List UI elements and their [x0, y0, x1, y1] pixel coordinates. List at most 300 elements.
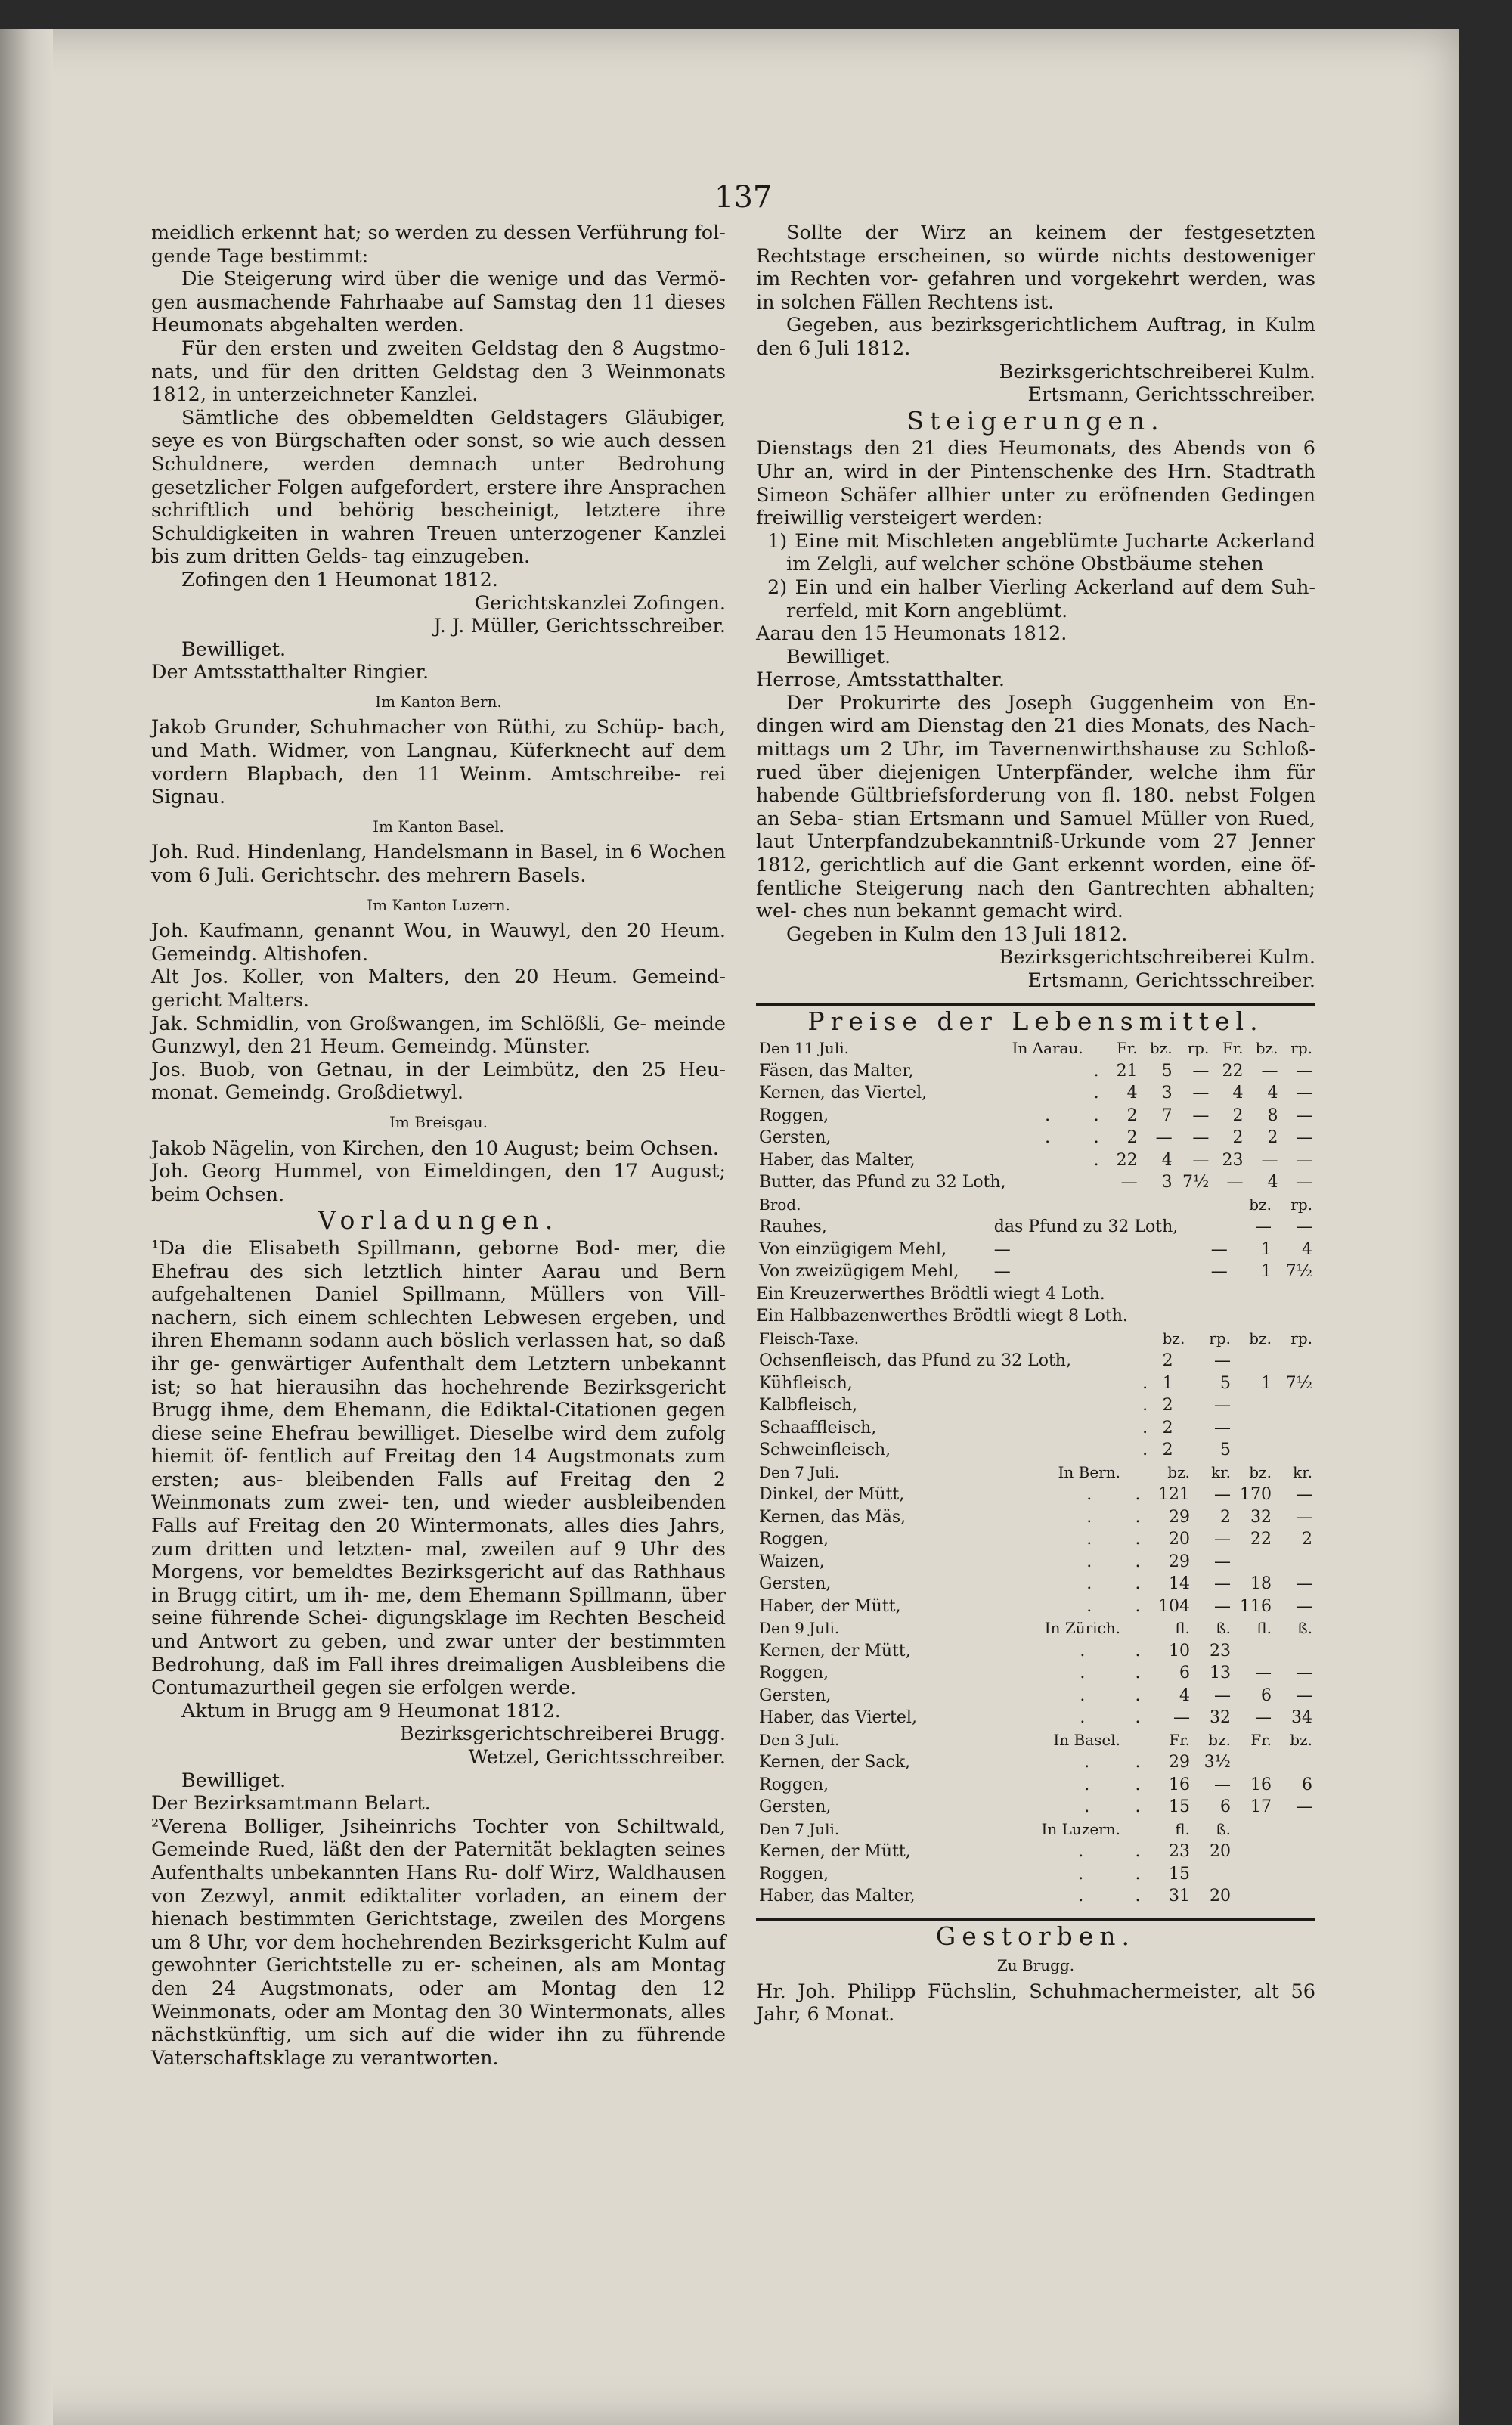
price-cell	[1275, 1819, 1315, 1841]
price-cell: Fr.	[1169, 1730, 1190, 1749]
price-cell	[1234, 1885, 1275, 1908]
price-cell: .	[1135, 1574, 1141, 1594]
price-cell: 7½	[1285, 1262, 1312, 1282]
price-cell: 10	[1169, 1641, 1190, 1661]
price-cell	[1234, 1640, 1275, 1663]
price-item: Kernen, der Mütt,	[759, 1641, 911, 1661]
price-row	[756, 1662, 1315, 1685]
heading-kanton-basel: Im Kanton Basel.	[373, 817, 504, 836]
price-cell: .	[1080, 1708, 1086, 1728]
price-cell: 2	[1162, 1440, 1173, 1460]
price-cell	[1123, 1462, 1152, 1484]
price-cell: —	[1214, 1530, 1231, 1549]
paragraph-geldstag: Für den ersten und zweiten Geldstag den 8 Augstmo- nats, und für den dritten Geldstag den 3 Weinmonats 1812, in unterzeichneter Kanzlei.	[151, 336, 726, 407]
kulm-office: Bezirksgerichtschreiberei Kulm.	[999, 360, 1315, 383]
price-row	[756, 1707, 1315, 1729]
price-cell: 3½	[1204, 1753, 1231, 1772]
price-cell: .	[1045, 1106, 1051, 1125]
price-cell	[1275, 1885, 1315, 1908]
price-item: Roggen,	[759, 1530, 829, 1549]
price-cell: —	[1255, 1217, 1272, 1237]
price-cell: —	[1296, 1664, 1312, 1683]
price-cell: .	[1135, 1797, 1141, 1817]
price-cell: —	[1296, 1128, 1312, 1148]
heading-steigerungen: Steigerungen.	[906, 405, 1165, 436]
price-cell: .	[1084, 1753, 1090, 1772]
price-cell: 121	[1158, 1485, 1190, 1505]
price-cell	[1123, 1617, 1152, 1640]
price-cell: .	[1135, 1552, 1141, 1571]
price-cell: 23	[1210, 1641, 1231, 1661]
price-cell: .	[1093, 1084, 1099, 1103]
intro-line-2: gende Tage bestimmt:	[151, 244, 369, 268]
price-table-basel	[756, 1729, 1315, 1819]
price-cell: —	[1296, 1797, 1312, 1817]
price-cell	[1234, 1551, 1275, 1574]
prokurist-signer: Ertsmann, Gerichtsschreiber.	[1027, 969, 1315, 992]
price-cell: 32	[1250, 1507, 1272, 1527]
price-cell: In Luzern.	[1041, 1819, 1120, 1838]
price-cell: .	[1078, 1864, 1084, 1884]
price-cell: —	[1214, 1685, 1231, 1705]
price-cell: —	[1192, 1061, 1210, 1081]
price-cell: —	[1261, 1061, 1278, 1081]
price-cell: 104	[1158, 1596, 1190, 1616]
date-line: Zofingen den 1 Heumonat 1812.	[181, 568, 498, 591]
price-cell: ß.	[1297, 1619, 1312, 1638]
price-cell: .	[1086, 1507, 1092, 1527]
price-cell	[1208, 1216, 1234, 1239]
price-cell: bz.	[1149, 1039, 1173, 1058]
price-cell: 34	[1291, 1708, 1312, 1728]
price-table-brod	[756, 1194, 1315, 1283]
price-cell: 2	[1220, 1507, 1231, 1527]
price-cell: —	[1255, 1664, 1272, 1683]
price-row	[756, 1394, 1315, 1417]
price-cell: 5	[1220, 1440, 1231, 1460]
price-row	[756, 1573, 1315, 1595]
price-cell: 1	[1162, 1373, 1173, 1393]
price-cell	[1208, 1194, 1234, 1217]
price-row	[756, 1595, 1315, 1618]
kulm-signer: Ertsmann, Gerichtsschreiber.	[1027, 383, 1315, 407]
price-item: Kernen, das Viertel,	[759, 1084, 928, 1103]
price-cell: 22	[1222, 1061, 1244, 1081]
newspaper-page	[0, 29, 1459, 2425]
heading-gestorben: Gestorben.	[935, 1921, 1136, 1951]
price-cell: 23	[1222, 1150, 1244, 1170]
price-cell: bz.	[1167, 1462, 1190, 1481]
vorladung-1: ¹Da die Elisabeth Spillmann, geborne Bod- mer, die Ehefrau des sich letztlich hinter Aarau und Bern aufgehaltenen Daniel Spillmann, Müllers von Vill- nachern, sich einem schlechten Lebwesen ergeben, und ihren Ehemann sodann auch böslich verlassen hat, so daß ihr ge- genwärtiger Aufenthalt dem Letztern unbekannt ist; so hat hierausihn das hochehrende Bezirksgericht Brugg ihme, dem Ehemann, die Ediktal-Citationen gegen diese seine Ehefrau bewilliget. Dieselbe wird dem zufolg hiemit öf- fentlich auf Freitag den 14 Augstmonats zum ersten; aus- bleibenden Falls auf Freitag den 2 Weinmonats zum zwei- ten, und wieder ausbleibenden Falls auf Freitag den 20 Wintermonats, alles dies Jahrs, zum dritten und letzten- mal, zweilen auf 9 Uhr des Morgens, vor bemeldtes Bezirksgericht auf das Rathhaus in Brugg citirt, um ih- me, dem Ehemann Spillmann, über seine führende Schei- digungsklage im Rechten Bescheid und Antwort zu geben, und zwar unter der bestimmten Bedrohung, daß im Fall ihres dreimaligen Ausbleibens die Contumazurtheil gegen sie erfolgen werde.	[151, 1236, 726, 1700]
price-cell: 22	[1250, 1530, 1272, 1549]
price-item: Den 9 Juli.	[759, 1619, 840, 1638]
price-cell	[1234, 1840, 1275, 1863]
price-table-header	[756, 1729, 1315, 1752]
price-cell: 2	[1232, 1128, 1244, 1148]
price-cell	[1234, 1439, 1275, 1462]
price-row	[756, 1551, 1315, 1574]
heading-preise: Preise der Lebensmittel.	[807, 1006, 1264, 1036]
approver: Der Amtsstatthalter Ringier.	[151, 661, 429, 684]
price-table-header	[756, 1819, 1315, 1841]
price-cell: 1	[1261, 1262, 1272, 1282]
price-cell: .	[1080, 1664, 1086, 1683]
price-cell: .	[1086, 1596, 1092, 1616]
price-cell: .	[1086, 1552, 1092, 1571]
divider	[756, 1918, 1315, 1921]
price-table-bern	[756, 1462, 1315, 1618]
luzern-entry: Joh. Kaufmann, genannt Wou, in Wauwyl, den 20 Heum. Gemeindg. Altishofen.	[151, 919, 726, 966]
price-item: Schaaffleisch,	[759, 1418, 877, 1437]
gestorben-entry: Hr. Joh. Philipp Füchslin, Schuhmachermeister, alt 56 Jahr, 6 Monat.	[756, 1980, 1315, 2027]
divider	[756, 1003, 1315, 1006]
price-cell: —	[1255, 1708, 1272, 1728]
price-cell: rp.	[1290, 1329, 1312, 1347]
price-cell: 6	[1179, 1664, 1190, 1683]
vorladung-1-approved: Bewilliget.	[181, 1769, 287, 1792]
price-row	[756, 1216, 1315, 1239]
price-cell: .	[1045, 1128, 1051, 1148]
breisgau-entry: Jakob Nägelin, von Kirchen, den 10 August; beim Ochsen.	[151, 1137, 719, 1160]
price-cell: bz.	[1290, 1730, 1312, 1749]
price-cell: In Aarau.	[1012, 1039, 1083, 1058]
price-row	[756, 1239, 1315, 1261]
price-cell: —	[1261, 1150, 1278, 1170]
vorladung-1-date: Aktum in Brugg am 9 Heumonat 1812.	[181, 1699, 561, 1723]
price-cell: —	[1173, 1708, 1190, 1728]
price-cell: —	[1296, 1507, 1312, 1527]
price-row	[756, 1082, 1315, 1105]
price-cell: .	[1078, 1887, 1084, 1906]
price-cell: 2	[1232, 1106, 1244, 1125]
price-cell: —	[1296, 1596, 1312, 1616]
price-cell: 2	[1267, 1128, 1278, 1148]
price-cell: .	[1135, 1641, 1141, 1661]
price-cell: —	[1296, 1574, 1312, 1594]
price-cell: Fr.	[1117, 1039, 1138, 1058]
price-cell: In Zürich.	[1044, 1619, 1120, 1638]
breisgau-entry: Joh. Georg Hummel, von Eimeldingen, den 17 August; beim Ochsen.	[151, 1160, 726, 1206]
price-item: Kalbfleisch,	[759, 1396, 858, 1416]
price-cell: 32	[1210, 1708, 1231, 1728]
price-cell: 2	[1162, 1351, 1173, 1371]
price-cell: 21	[1116, 1061, 1138, 1081]
price-cell: —	[1226, 1173, 1244, 1192]
prokurist-paragraph: Der Prokurirte des Joseph Guggenheim von En- dingen wird am Dienstag den 21 dies Monats, des Nach- mittags um 2 Uhr, im Tavernenwirthshause zu Schloß- rued über diejenigen Unterpfänder, welche ihm für habende Gültbriefsforderung von fl. 180. nebst Folgen an Seba- stian Ertsmann und Samuel Müller von Rued, laut Unterpfandzubekanntniß-Urkunde vom 27 Jenner 1812, gerichtlich auf die Gant erkennt worden, eine öf- fentliche Steigerung nach den Gantrechten abhalten; wel- ches nun bekannt gemacht wird.	[756, 691, 1315, 923]
price-cell: 4	[1302, 1239, 1312, 1259]
price-table-zurich	[756, 1617, 1315, 1729]
price-table-header	[756, 1194, 1315, 1217]
price-cell: rp.	[1187, 1039, 1210, 1058]
price-cell	[1131, 1328, 1160, 1350]
price-cell: —	[1296, 1173, 1312, 1192]
price-cell: —	[1192, 1084, 1210, 1103]
price-row	[756, 1105, 1315, 1127]
price-table-fleisch	[756, 1328, 1315, 1462]
price-item: Kühfleisch,	[759, 1373, 853, 1393]
price-item: Roggen,	[759, 1664, 829, 1683]
price-cell: Fr.	[1222, 1039, 1244, 1058]
price-item: Fleisch-Taxe.	[759, 1329, 860, 1347]
price-item: Fäsen, das Malter,	[759, 1061, 914, 1081]
price-item: Von zweizügigem Mehl,	[759, 1262, 959, 1282]
price-cell: —	[1120, 1173, 1138, 1192]
price-cell: —	[993, 1262, 1011, 1282]
price-cell: —	[1210, 1239, 1228, 1259]
price-row	[756, 1863, 1315, 1886]
price-cell	[1234, 1394, 1275, 1417]
price-cell: 4	[1267, 1084, 1278, 1103]
price-cell: 6	[1261, 1685, 1272, 1705]
luzern-entry: Jak. Schmidlin, von Großwangen, im Schlößli, Ge- meinde Gunzwyl, den 21 Heum. Gemeindg. Münster.	[151, 1012, 726, 1059]
luzern-entry: Alt Jos. Koller, von Malters, den 20 Heum. Gemeind- gericht Malters.	[151, 966, 726, 1012]
price-row	[756, 1171, 1315, 1194]
price-cell: .	[1142, 1440, 1148, 1460]
steigerung-item: 1) Eine mit Mischleten angeblümte Jucharte Ackerland im Zelgli, auf welcher schöne Obstbäume stehen	[767, 529, 1315, 576]
price-cell: —	[1155, 1128, 1173, 1148]
price-row	[756, 1372, 1315, 1395]
price-cell	[1275, 1417, 1315, 1440]
price-cell: 1	[1261, 1239, 1272, 1259]
price-item: Haber, das Malter,	[759, 1150, 916, 1170]
price-cell: —	[1296, 1106, 1312, 1125]
price-item: Ochsenfleisch, das Pfund zu 32 Loth,	[759, 1351, 1071, 1371]
vorladung-1-office: Bezirksgerichtschreiberei Brugg.	[399, 1723, 726, 1746]
price-item: Gersten,	[759, 1685, 832, 1705]
price-cell: 13	[1210, 1664, 1231, 1683]
price-cell: 29	[1169, 1507, 1190, 1527]
price-table-header	[756, 1617, 1315, 1640]
price-item: Roggen,	[759, 1864, 829, 1884]
price-cell: .	[1135, 1507, 1141, 1527]
price-cell: 20	[1210, 1887, 1231, 1906]
price-cell: fl.	[1256, 1619, 1272, 1638]
price-cell: 2	[1302, 1530, 1312, 1549]
price-cell: das Pfund zu 32 Loth,	[993, 1217, 1179, 1237]
price-cell: 7½	[1182, 1173, 1210, 1192]
price-item: Roggen,	[759, 1106, 829, 1125]
price-cell	[1234, 1751, 1275, 1774]
price-cell: 4	[1179, 1685, 1190, 1705]
price-cell: 14	[1169, 1574, 1190, 1594]
approved-label: Bewilliget.	[181, 637, 287, 661]
price-cell: bz.	[1249, 1329, 1272, 1347]
price-cell: —	[1296, 1485, 1312, 1505]
right-column	[756, 222, 1315, 2027]
price-item: Kernen, das Mäs,	[759, 1507, 906, 1527]
price-item: Gersten,	[759, 1574, 832, 1594]
price-cell: .	[1084, 1775, 1090, 1794]
price-cell: .	[1086, 1530, 1092, 1549]
signature-name: J. J. Müller, Gerichtsschreiber.	[433, 615, 726, 638]
price-cell	[1009, 1149, 1086, 1172]
price-cell: .	[1142, 1418, 1148, 1437]
price-item: Haber, das Malter,	[759, 1887, 916, 1906]
price-cell: kr.	[1293, 1462, 1312, 1481]
price-row	[756, 1484, 1315, 1506]
price-cell: fl.	[1175, 1619, 1190, 1638]
price-cell: 31	[1169, 1887, 1190, 1906]
price-row	[756, 1261, 1315, 1283]
price-cell: .	[1086, 1574, 1092, 1594]
price-cell	[1123, 1729, 1152, 1752]
price-row	[756, 1840, 1315, 1863]
price-cell	[1275, 1640, 1315, 1663]
price-cell	[1275, 1394, 1315, 1417]
gestorben-place: Zu Brugg.	[996, 1956, 1075, 1975]
price-cell	[1234, 1417, 1275, 1440]
price-cell: rp.	[1290, 1039, 1312, 1058]
left-column	[151, 222, 726, 2070]
steigerung-intro: Dienstags den 21 dies Heumonats, des Abends von 6 Uhr an, wird in der Pintenschenke des Hrn. Stadtrath Simeon Schäfer allhier unter zu eröfnenden Gedingen freiwillig versteigert werden:	[756, 437, 1315, 530]
price-cell: .	[1078, 1842, 1084, 1862]
price-cell: .	[1135, 1887, 1141, 1906]
price-item: Von einzügigem Mehl,	[759, 1239, 947, 1259]
price-cell: —	[1214, 1396, 1231, 1416]
price-cell	[1275, 1751, 1315, 1774]
price-cell: 8	[1267, 1106, 1278, 1125]
price-cell: 7	[1161, 1106, 1173, 1125]
price-cell: 5	[1161, 1061, 1173, 1081]
price-cell: 4	[1267, 1173, 1278, 1192]
price-table-header	[756, 1462, 1315, 1484]
price-cell: 16	[1169, 1775, 1190, 1794]
price-cell	[1275, 1863, 1315, 1886]
price-cell	[1123, 1819, 1152, 1841]
vorladung-1-signer: Wetzel, Gerichtsschreiber.	[468, 1746, 726, 1769]
price-cell: .	[1135, 1485, 1141, 1505]
price-cell	[1193, 1863, 1234, 1886]
price-cell: 3	[1161, 1173, 1173, 1192]
price-cell: ß.	[1216, 1619, 1231, 1638]
price-cell	[1275, 1350, 1315, 1372]
price-cell: .	[1080, 1685, 1086, 1705]
price-cell: 17	[1250, 1797, 1272, 1817]
price-cell: .	[1093, 1128, 1099, 1148]
price-row	[756, 1060, 1315, 1083]
price-cell: 4	[1161, 1150, 1173, 1170]
bern-entry: Jakob Grunder, Schuhmacher von Rüthi, zu Schüp- bach, und Math. Widmer, von Langnau, Küferknecht auf dem vordern Blapbach, den 11 Weinm. Amtschreibe- rei Signau.	[151, 716, 726, 809]
price-cell	[991, 1194, 1208, 1217]
heading-vorladungen: Vorladungen.	[318, 1205, 559, 1236]
price-cell: —	[1214, 1552, 1231, 1571]
price-cell: —	[1214, 1574, 1231, 1594]
price-row	[756, 1350, 1315, 1372]
signature-office: Gerichtskanzlei Zofingen.	[474, 591, 726, 615]
price-cell: .	[1086, 1485, 1092, 1505]
prokurist-office: Bezirksgerichtschreiberei Kulm.	[999, 946, 1315, 969]
price-item: Haber, das Viertel,	[759, 1708, 917, 1728]
price-table-luzern	[756, 1819, 1315, 1908]
price-cell	[1234, 1863, 1275, 1886]
price-cell: .	[1135, 1775, 1141, 1794]
price-row	[756, 1774, 1315, 1797]
price-cell: rp.	[1209, 1329, 1231, 1347]
price-row	[756, 1885, 1315, 1908]
heading-kanton-bern: Im Kanton Bern.	[375, 692, 502, 711]
price-cell: 2	[1162, 1396, 1173, 1416]
price-cell: .	[1093, 1106, 1099, 1125]
price-cell: —	[1296, 1150, 1312, 1170]
price-cell: .	[1135, 1864, 1141, 1884]
price-item: Kernen, der Mütt,	[759, 1842, 911, 1862]
price-cell: —	[1192, 1128, 1210, 1148]
brod-note: Ein Halbbazenwerthes Brödtli wiegt 8 Loth.	[756, 1307, 1128, 1326]
price-cell: bz.	[1162, 1329, 1185, 1347]
price-cell: —	[1296, 1685, 1312, 1705]
price-row	[756, 1439, 1315, 1462]
price-cell: .	[1142, 1396, 1148, 1416]
price-cell: .	[1142, 1373, 1148, 1393]
price-cell	[1131, 1350, 1160, 1372]
wirz-paragraph: Sollte der Wirz an keinem der festgesetzten Rechtstage erscheinen, so würde nichts destoweniger im Rechten vor- gefahren und vorgekehrt werden, was in solchen Fällen Rechtens ist.	[756, 222, 1315, 314]
paragraph-steigerung: Die Steigerung wird über die wenige und das Vermö- gen ausmachende Fahrhaabe auf Samstag den 11 dieses Heumonats abgehalten werden.	[151, 268, 726, 337]
price-cell	[1086, 1037, 1107, 1060]
price-item: Roggen,	[759, 1775, 829, 1794]
price-cell: .	[1135, 1708, 1141, 1728]
steigerung-item: 2) Ein und ein halber Vierling Ackerland auf dem Suh- rerfeld, mit Korn angeblümt.	[767, 575, 1315, 622]
price-cell: ß.	[1216, 1819, 1231, 1838]
price-cell	[1275, 1551, 1315, 1574]
brod-note: Ein Kreuzerwerthes Brödtli wiegt 4 Loth.	[756, 1284, 1105, 1304]
price-cell: —	[1296, 1217, 1312, 1237]
price-cell: —	[1296, 1084, 1312, 1103]
price-cell: In Basel.	[1053, 1730, 1120, 1749]
price-cell: 6	[1302, 1775, 1312, 1794]
page-number: 137	[714, 180, 773, 215]
price-cell	[1009, 1082, 1086, 1105]
luzern-entry: Jos. Buob, von Getnau, in der Leimbütz, den 25 Heu- monat. Gemeindg. Großdietwyl.	[151, 1058, 726, 1105]
price-cell: .	[1093, 1150, 1099, 1170]
price-cell: 3	[1161, 1084, 1173, 1103]
price-item: Waizen,	[759, 1552, 825, 1571]
price-cell: 1	[1261, 1373, 1272, 1393]
price-cell: 29	[1169, 1753, 1190, 1772]
price-item: Brod.	[759, 1195, 801, 1214]
price-cell: 4	[1232, 1084, 1244, 1103]
price-item: Gersten,	[759, 1128, 832, 1148]
prokurist-given: Gegeben in Kulm den 13 Juli 1812.	[786, 923, 1128, 946]
price-cell: 29	[1169, 1552, 1190, 1571]
price-cell: bz.	[1249, 1195, 1272, 1214]
price-cell	[1234, 1350, 1275, 1372]
price-item: Schweinfleisch,	[759, 1440, 891, 1460]
price-cell	[1009, 1060, 1086, 1083]
price-row	[756, 1149, 1315, 1172]
price-cell: .	[1135, 1596, 1141, 1616]
price-cell: bz.	[1255, 1039, 1278, 1058]
price-item: Den 7 Juli.	[759, 1819, 840, 1838]
intro-line-1: meidlich erkennt hat; so werden zu dessen Verführung fol-	[151, 222, 726, 244]
price-cell: 20	[1169, 1530, 1190, 1549]
price-item: Rauhes,	[759, 1217, 827, 1237]
price-cell: bz.	[1208, 1730, 1231, 1749]
vorladung-2: ²Verena Bolliger, Jsiheinrichs Tochter von Schiltwald, Gemeinde Rued, läßt den der Paternität beklagten seines Aufenthalts unbekannten Hans Ru- dolf Wirz, Waldhausen von Zezwyl, anmit ediktaliter vorladen, an einem der hienach bestimmten Gerichtstage, zweilen des Morgens um 8 Uhr, vor dem hochehrenden Bezirksgericht Kulm auf gewohnter Gerichtstelle zu er- scheinen, als am Montag den 24 Augstmonats, oder am Montag den 12 Weinmonats, oder am Montag den 30 Wintermonats, alles nächstkünftig, um sich auf die wider ihn zu führende Vaterschaftsklage zu verantworten.	[151, 1815, 726, 2070]
price-item: Den 11 Juli.	[759, 1039, 849, 1058]
steigerung-date: Aarau den 15 Heumonats 1812.	[756, 622, 1067, 646]
price-cell	[1234, 1819, 1275, 1841]
price-row	[756, 1528, 1315, 1551]
price-cell: —	[1214, 1351, 1231, 1371]
price-cell: .	[1135, 1842, 1141, 1862]
price-row	[756, 1640, 1315, 1663]
price-row	[756, 1751, 1315, 1774]
price-cell: .	[1135, 1753, 1141, 1772]
price-table-header	[756, 1328, 1315, 1350]
price-cell: —	[1214, 1485, 1231, 1505]
price-item: Gersten,	[759, 1797, 832, 1817]
price-cell	[1275, 1840, 1315, 1863]
